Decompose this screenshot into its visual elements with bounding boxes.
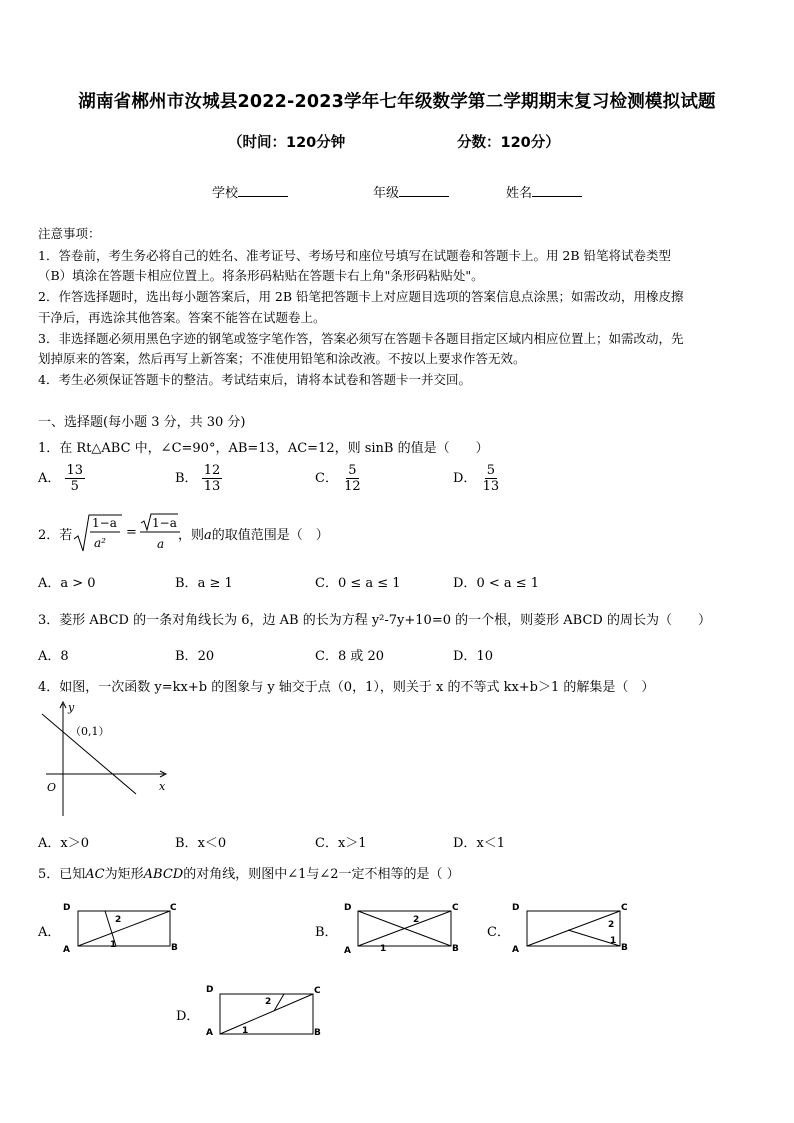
origin-label: O <box>47 781 57 794</box>
q3-option-c[interactable] <box>315 645 384 664</box>
vertex-d: D <box>512 903 520 913</box>
question-5-stem <box>38 863 460 882</box>
q5-diagram-c <box>510 898 634 956</box>
notes-heading: 注意事项： <box>38 226 101 241</box>
note-line: 2．作答选择题时，选出每小题答案后，用 2B 铅笔把答题卡上对应题目选项的答案信息点涂黑；如需改动，用橡皮擦 <box>38 289 684 304</box>
vertex-a: A <box>512 945 519 955</box>
note-line: 干净后，再选涂其他答案。答案不能答在试题卷上。 <box>38 310 326 325</box>
variable: ABCD <box>143 867 184 882</box>
option-letter: D． <box>453 649 477 664</box>
vertex-d: D <box>344 903 352 913</box>
angle-2: 2 <box>608 920 615 930</box>
q1-option-a[interactable] <box>38 463 85 494</box>
q2-equation <box>72 512 184 556</box>
option-letter: A． <box>38 471 61 486</box>
q3-option-a[interactable] <box>38 645 69 664</box>
q4-option-c[interactable] <box>315 832 367 851</box>
denominator: 12 <box>344 479 361 494</box>
point-label: （0,1） <box>70 725 110 738</box>
angle-1: 1 <box>610 936 617 946</box>
q4-option-b[interactable] <box>175 832 226 851</box>
rad2-num: 1−a <box>152 516 177 530</box>
angle-2: 2 <box>115 915 122 925</box>
option-letter: A． <box>38 836 61 851</box>
note-line: 3．非选择题必须用黑色字迹的钢笔或签字笔作答，答案必须写在答题卡各题目指定区域内相应位置上；如需改动，先 <box>38 331 684 346</box>
option-text: 0 < a ≤ 1 <box>476 576 540 591</box>
diagonal-ac <box>527 911 620 946</box>
numerator: 12 <box>203 463 221 478</box>
angle-1: 1 <box>380 944 387 954</box>
school-label: 学校 <box>212 186 239 201</box>
section-heading: 一、选择题(每小题 3 分，共 30 分) <box>38 415 246 430</box>
text: 的对角线，则图中∠1与∠2一定不相等的是（ ） <box>183 867 460 882</box>
name-label: 姓名 <box>506 186 533 201</box>
question-2-prefix: 2．若 <box>38 528 73 543</box>
vertex-b: B <box>171 943 178 953</box>
denominator: 13 <box>482 479 500 494</box>
denominator: 5 <box>70 479 79 494</box>
option-text: x＞1 <box>337 836 367 851</box>
fraction <box>481 463 502 494</box>
q5-option-b[interactable]: B． <box>315 925 338 940</box>
fraction <box>65 463 86 494</box>
option-letter: B． <box>175 649 198 664</box>
angle-1: 1 <box>110 940 117 950</box>
option-letter: C． <box>315 471 338 486</box>
q4-graph <box>36 700 176 820</box>
rad1-den: a² <box>94 536 106 550</box>
q5-option-a[interactable]: A． <box>38 925 61 940</box>
q5-diagram-b <box>340 898 464 956</box>
exam-score: 分数：120分） <box>457 135 560 151</box>
vertex-a: A <box>344 946 351 956</box>
option-letter: B． <box>175 576 198 591</box>
angle-2: 2 <box>265 997 272 1007</box>
page-title: 湖南省郴州市汝城县2022-2023学年七年级数学第二学期期末复习检测模拟试题 <box>78 92 716 112</box>
grade-field[interactable] <box>373 182 449 201</box>
option-letter: D． <box>453 576 477 591</box>
numerator: 13 <box>66 463 84 478</box>
grade-label: 年级 <box>373 186 400 201</box>
name-field[interactable] <box>506 182 582 201</box>
option-letter: A． <box>38 649 61 664</box>
note-line: 划掉原来的答案，然后再写上新答案；不准使用铅笔和涂改液。不按以上要求作答无效。 <box>38 351 526 366</box>
q3-option-b[interactable] <box>175 645 214 664</box>
vertex-b: B <box>621 943 628 953</box>
variable: a <box>204 528 212 543</box>
q1-option-d[interactable] <box>453 463 501 494</box>
option-text: x＞0 <box>60 836 89 851</box>
option-letter: D． <box>453 471 477 486</box>
option-text: 8 <box>60 649 69 664</box>
question-1-stem: 1．在 Rt△ABC 中，∠C=90°，AB=13，AC=12，则 sinB 的值是（ ） <box>38 441 489 456</box>
denominator: 13 <box>203 479 221 494</box>
option-letter: C． <box>315 576 338 591</box>
option-letter: B． <box>175 836 198 851</box>
text: 的取值范围是（ ） <box>211 528 329 543</box>
numerator: 5 <box>348 463 357 478</box>
school-field[interactable] <box>212 182 288 201</box>
option-letter: D． <box>453 836 477 851</box>
text: 为矩形 <box>104 867 144 882</box>
vertex-c: C <box>452 903 459 913</box>
vertex-a: A <box>206 1028 213 1038</box>
q5-diagram-d <box>200 980 330 1038</box>
text: ，则 <box>178 528 205 543</box>
q4-option-d[interactable] <box>453 832 505 851</box>
vertex-a: A <box>63 945 70 955</box>
option-text: 0 ≤ a ≤ 1 <box>337 576 401 591</box>
option-letter: C． <box>315 649 338 664</box>
numerator: 5 <box>486 463 495 478</box>
variable: AC <box>85 867 105 882</box>
vertex-c: C <box>314 986 321 996</box>
q5-option-d[interactable]: D． <box>176 1009 200 1024</box>
option-text: 20 <box>197 649 215 664</box>
option-text: x＜1 <box>476 836 506 851</box>
q3-option-d[interactable] <box>453 645 493 664</box>
option-letter: B． <box>175 471 198 486</box>
vertex-b: B <box>452 944 459 954</box>
option-text: x＜0 <box>197 836 227 851</box>
q2-option-d[interactable] <box>453 572 539 591</box>
equals-sign: = <box>126 525 137 540</box>
q2-option-c[interactable] <box>315 572 401 591</box>
fraction <box>202 463 223 494</box>
note-line: （B）填涂在答题卡相应位置上。将条形码粘贴在答题卡右上角"条形码粘贴处"。 <box>38 268 484 283</box>
rad1-num: 1−a <box>92 516 117 530</box>
vertex-d: D <box>206 985 214 995</box>
q1-option-b[interactable] <box>175 463 222 494</box>
name-blank[interactable] <box>532 184 582 197</box>
school-blank[interactable] <box>238 184 288 197</box>
option-letter: A． <box>38 576 61 591</box>
q5-diagram-a <box>60 898 184 956</box>
question-2-suffix <box>178 524 329 543</box>
exam-time: （时间：120分钟 <box>228 135 346 151</box>
angle-1: 1 <box>242 1026 249 1036</box>
x-label: x <box>159 780 166 793</box>
q4-option-a[interactable] <box>38 832 89 851</box>
y-label: y <box>68 701 75 714</box>
fraction <box>342 463 363 494</box>
angle-2: 2 <box>413 915 420 925</box>
note-line: 1．答卷前，考生务必将自己的姓名、准考证号、考场号和座位号填写在试题卷和答题卡上。用 2B 铅笔将试卷类型 <box>38 248 672 263</box>
q2-option-b[interactable] <box>175 572 233 591</box>
vertex-c: C <box>621 903 628 913</box>
option-text: a ≥ 1 <box>197 576 233 591</box>
rad2-den: a <box>157 537 165 551</box>
vertex-d: D <box>63 903 71 913</box>
q5-option-c[interactable]: C． <box>487 925 510 940</box>
question-4-stem: 4．如图，一次函数 y=kx+b 的图象与 y 轴交于点（0，1），则关于 x 的不等式 kx+b＞1 的解集是（ ） <box>38 680 655 695</box>
option-text: 8 或 20 <box>337 649 385 664</box>
vertex-b: B <box>314 1028 321 1038</box>
option-letter: C． <box>315 836 338 851</box>
q1-option-c[interactable] <box>315 463 363 494</box>
question-3-stem: 3．菱形 ABCD 的一条对角线长为 6，边 AB 的长为方程 y²-7y+10=0 的一个根，则菱形 ABCD 的周长为（ ） <box>38 613 711 628</box>
note-line: 4．考生必须保证答题卡的整洁。考试结束后，请将本试卷和答题卡一并交回。 <box>38 372 471 387</box>
diagonal-ac <box>78 911 170 946</box>
vertex-c: C <box>170 903 177 913</box>
option-text: a > 0 <box>60 576 96 591</box>
text: 5．已知 <box>38 867 86 882</box>
grade-blank[interactable] <box>399 184 449 197</box>
option-text: 10 <box>476 649 493 664</box>
q2-option-a[interactable] <box>38 572 96 591</box>
